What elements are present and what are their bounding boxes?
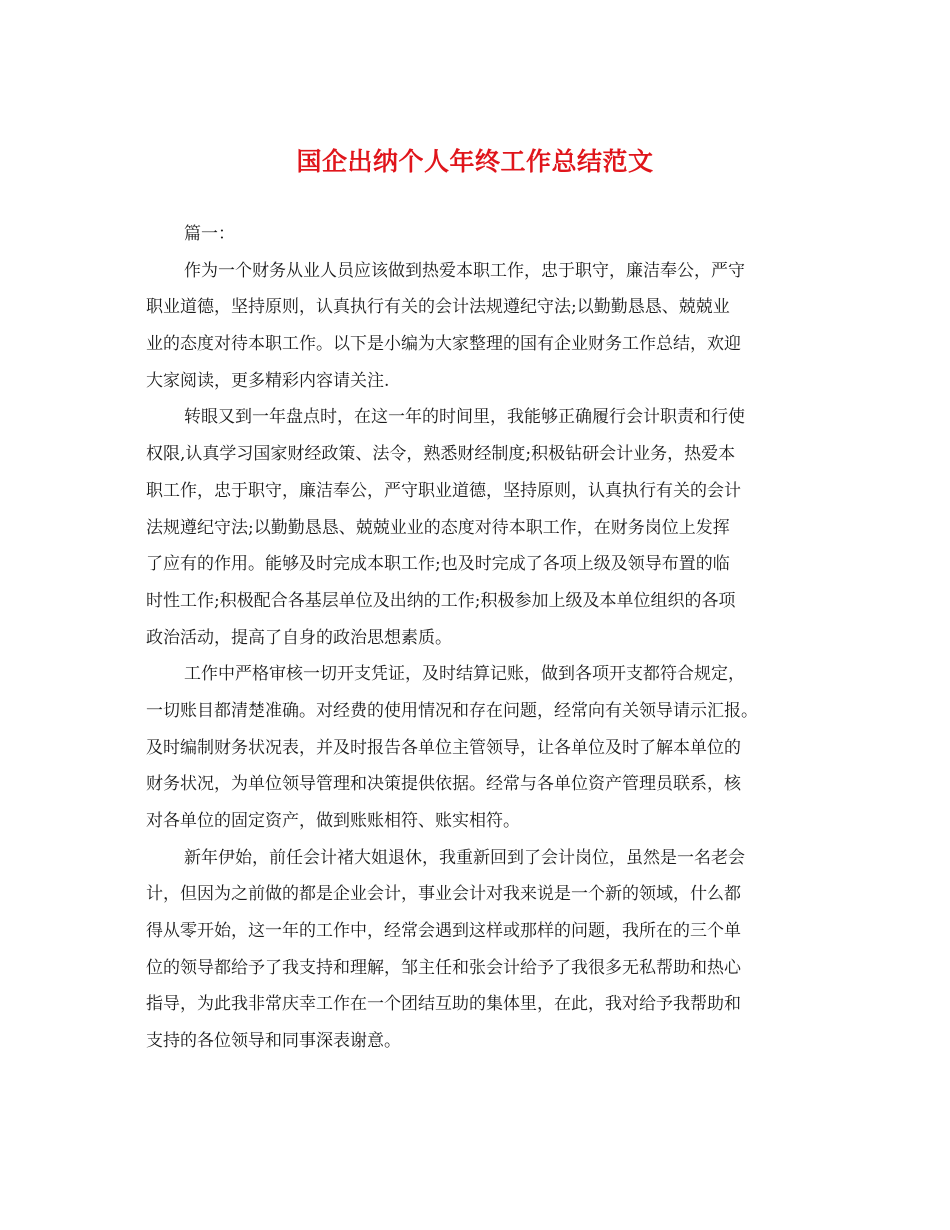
text-line: 支持的各位领导和同事深表谢意。 [146, 1031, 401, 1052]
text-line: 计，但因为之前做的都是企业会计，事业会计对我来说是一个新的领域，什么都 [146, 884, 741, 905]
text-line: 指导，为此我非常庆幸工作在一个团结互助的集体里，在此，我对给予我帮助和 [146, 994, 741, 1015]
text-line: 财务状况，为单位领导管理和决策提供依据。经常与各单位资产管理员联系，核 [146, 774, 741, 795]
text-line: 转眼又到一年盘点时，在这一年的时间里，我能够正确履行会计职责和行使 [184, 407, 745, 428]
text-line: 职业道德，坚持原则，认真执行有关的会计法规遵纪守法;以勤勤恳恳、兢兢业 [146, 297, 730, 318]
text-line: 了应有的作用。能够及时完成本职工作;也及时完成了各项上级及领导布置的临 [146, 554, 730, 575]
text-line: 得从零开始，这一年的工作中，经常会遇到这样或那样的问题，我所在的三个单 [146, 921, 741, 942]
text-line: 法规遵纪守法;以勤勤恳恳、兢兢业业的态度对待本职工作，在财务岗位上发挥 [146, 517, 730, 538]
text-line: 工作中严格审核一切开支凭证，及时结算记账，做到各项开支都符合规定， [184, 664, 745, 685]
text-line: 位的领导都给予了我支持和理解，邹主任和张会计给予了我很多无私帮助和热心 [146, 957, 741, 978]
text-line: 大家阅读，更多精彩内容请关注. [146, 370, 390, 391]
text-line: 时性工作;积极配合各基层单位及出纳的工作;积极参加上级及本单位组织的各项 [146, 590, 736, 611]
document-title: 国企出纳个人年终工作总结范文 [296, 147, 654, 176]
text-line: 作为一个财务从业人员应该做到热爱本职工作，忠于职守，廉洁奉公，严守 [184, 260, 745, 281]
text-line: 权限,认真学习国家财经政策、法令，熟悉财经制度;积极钻研会计业务，热爱本 [146, 444, 736, 465]
text-line: 职工作，忠于职守，廉洁奉公，严守职业道德，坚持原则，认真执行有关的会计 [146, 480, 741, 501]
text-line: 一切账目都清楚准确。对经费的使用情况和存在问题，经常向有关领导请示汇报。 [146, 700, 758, 721]
text-line: 新年伊始，前任会计褚大姐退休，我重新回到了会计岗位，虽然是一名老会 [184, 847, 745, 868]
text-line: 篇一： [184, 224, 235, 244]
text-line: 政治活动，提高了自身的政治思想素质。 [146, 627, 452, 648]
text-line: 及时编制财务状况表，并及时报告各单位主管领导，让各单位及时了解本单位的 [146, 737, 741, 758]
text-line: 业的态度对待本职工作。以下是小编为大家整理的国有企业财务工作总结，欢迎 [146, 334, 741, 355]
text-line: 对各单位的固定资产，做到账账相符、账实相符。 [146, 811, 520, 831]
document-body [146, 216, 806, 1060]
